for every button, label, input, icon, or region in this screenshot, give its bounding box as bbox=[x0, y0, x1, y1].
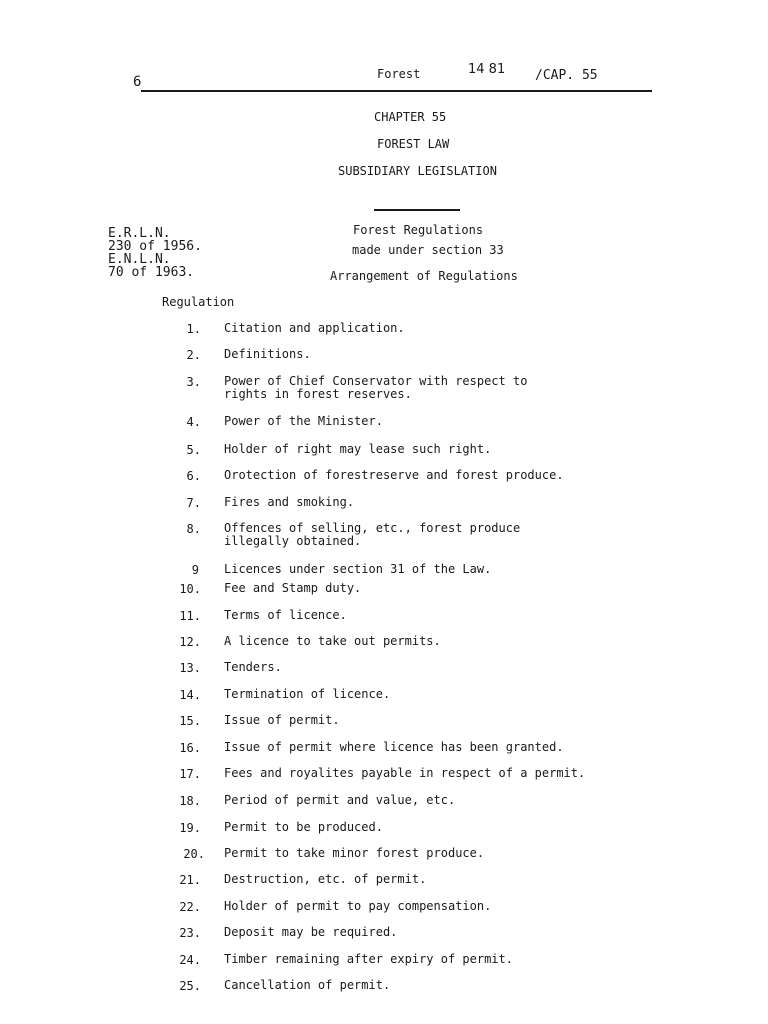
item-number: 12. bbox=[179, 635, 201, 649]
item-text-continued: illegally obtained. bbox=[224, 534, 362, 548]
regulations-title: Forest Regulations bbox=[353, 223, 484, 237]
item-text: A licence to take out permits. bbox=[224, 634, 441, 648]
item-text: Tenders. bbox=[224, 660, 282, 674]
item-text: Citation and application. bbox=[224, 321, 405, 335]
item-number: 1. bbox=[186, 322, 201, 336]
item-number: 8. bbox=[186, 522, 201, 536]
item-text: Power of the Minister. bbox=[224, 414, 383, 428]
side-reference-4: 70 of 1963. bbox=[108, 265, 195, 280]
item-number: 15. bbox=[179, 714, 201, 728]
item-text: Permit to be produced. bbox=[224, 820, 383, 834]
arrangement-heading: Arrangement of Regulations bbox=[330, 269, 518, 283]
item-text: Terms of licence. bbox=[224, 608, 347, 622]
item-text: Issue of permit where licence has been granted. bbox=[224, 740, 564, 754]
item-text: Period of permit and value, etc. bbox=[224, 793, 456, 807]
item-number: 25. bbox=[179, 979, 201, 993]
item-number: 20. bbox=[183, 847, 205, 861]
item-number: 14. bbox=[179, 688, 201, 702]
item-number: 19. bbox=[179, 821, 201, 835]
side-reference-1: E.R.L.N. bbox=[108, 226, 171, 241]
item-number: 23. bbox=[179, 926, 201, 940]
item-number: 9 bbox=[191, 563, 199, 577]
item-text: Fires and smoking. bbox=[224, 495, 355, 509]
item-number: 21. bbox=[179, 873, 201, 887]
item-text: Fee and Stamp duty. bbox=[224, 581, 362, 595]
handwritten-page-mark: 14 81 bbox=[468, 62, 506, 77]
running-title: Forest bbox=[377, 67, 421, 81]
chapter-heading: CHAPTER 55 bbox=[374, 110, 447, 124]
item-number: 13. bbox=[179, 661, 201, 675]
item-number: 6. bbox=[186, 469, 201, 483]
item-number: 22. bbox=[179, 900, 201, 914]
item-text: Termination of licence. bbox=[224, 687, 391, 701]
chapter-cap-label: /CAP. 55 bbox=[535, 68, 598, 83]
item-text: Permit to take minor forest produce. bbox=[224, 846, 485, 860]
item-text: Definitions. bbox=[224, 347, 311, 361]
header-rule bbox=[141, 90, 652, 92]
item-number: 2. bbox=[186, 348, 201, 362]
item-text: Orotection of forestreserve and forest produce. bbox=[224, 468, 564, 482]
item-text: Offences of selling, etc., forest produce bbox=[224, 521, 521, 535]
side-reference-3: E.N.L.N. bbox=[108, 252, 171, 267]
item-number: 5. bbox=[186, 443, 201, 457]
item-number: 4. bbox=[186, 415, 201, 429]
item-text: Licences under section 31 of the Law. bbox=[224, 562, 492, 576]
side-reference-2: 230 of 1956. bbox=[108, 239, 202, 254]
item-text: Cancellation of permit. bbox=[224, 978, 391, 992]
item-text: Issue of permit. bbox=[224, 713, 340, 727]
item-number: 24. bbox=[179, 953, 201, 967]
item-text: Fees and royalites payable in respect of a permit. bbox=[224, 766, 586, 780]
item-number: 3. bbox=[186, 375, 201, 389]
subsidiary-heading: SUBSIDIARY LEGISLATION bbox=[338, 164, 497, 178]
item-number: 17. bbox=[179, 767, 201, 781]
item-text: Holder of permit to pay compensation. bbox=[224, 899, 492, 913]
item-text: Destruction, etc. of permit. bbox=[224, 872, 427, 886]
item-text: Timber remaining after expiry of permit. bbox=[224, 952, 513, 966]
item-text: Power of Chief Conservator with respect to bbox=[224, 374, 528, 388]
item-number: 11. bbox=[179, 609, 201, 623]
law-name-heading: FOREST LAW bbox=[377, 137, 450, 151]
item-number: 16. bbox=[179, 741, 201, 755]
title-divider bbox=[374, 209, 460, 211]
item-text-continued: rights in forest reserves. bbox=[224, 387, 412, 401]
regulations-source: made under section 33 bbox=[352, 243, 504, 257]
item-number: 7. bbox=[186, 496, 201, 510]
item-number: 10. bbox=[179, 582, 201, 596]
page-number: 6 bbox=[133, 74, 142, 90]
regulation-column-label: Regulation bbox=[162, 295, 235, 309]
item-number: 18. bbox=[179, 794, 201, 808]
item-text: Holder of right may lease such right. bbox=[224, 442, 492, 456]
item-text: Deposit may be required. bbox=[224, 925, 398, 939]
